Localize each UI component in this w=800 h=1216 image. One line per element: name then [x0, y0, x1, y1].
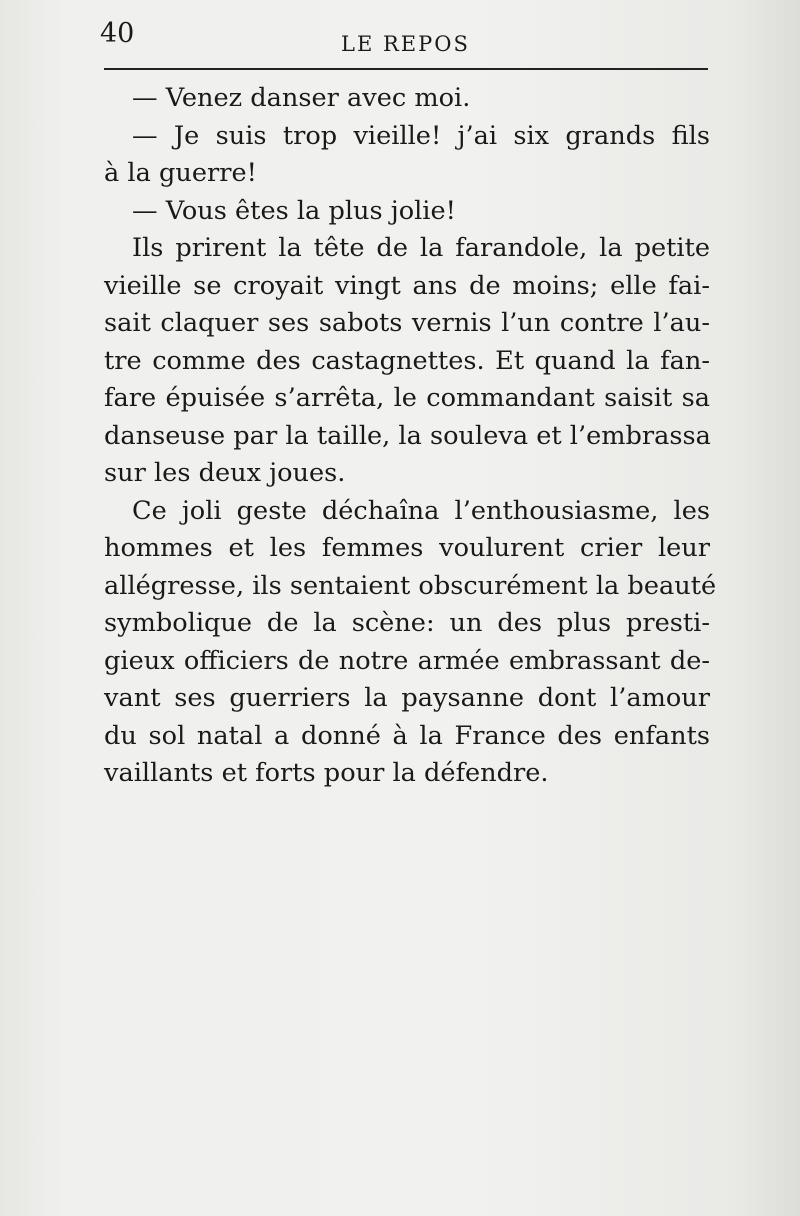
text-line: vant ses guerriers la paysanne dont l’amour — [104, 683, 710, 713]
text-line: vaillants et forts pour la défendre. — [104, 758, 549, 788]
text-line: à la guerre! — [104, 158, 257, 188]
header-rule — [104, 68, 708, 70]
text-line: Ils prirent la tête de la farandole, la petite — [132, 233, 710, 263]
text-line: danseuse par la taille, la souleva et l’embrassa — [104, 420, 711, 451]
text-line: — Je suis trop vieille! j’ai six grands fils — [132, 120, 710, 151]
text-line: du sol natal a donné à la France des enfants — [104, 720, 710, 751]
text-line: tre comme des castagnettes. Et quand la fan- — [104, 345, 710, 376]
text-line: — Venez danser avec moi. — [132, 83, 471, 113]
body-text — [104, 80, 717, 793]
running-head: LE REPOS — [341, 32, 470, 56]
page-number: 40 — [100, 18, 135, 49]
text-line: Ce joli geste déchaîna l’enthousiasme, les — [132, 495, 710, 526]
text-line: symbolique de la scène: un des plus presti- — [104, 608, 710, 638]
text-line: sait claquer ses sabots vernis l’un contre l’au- — [104, 308, 710, 338]
text-line: vieille se croyait vingt ans de moins; elle fai- — [104, 270, 710, 301]
text-line: — Vous êtes la plus jolie! — [132, 195, 456, 226]
page-header — [100, 18, 708, 70]
text-line: allégresse, ils sentaient obscurément la beauté — [104, 570, 717, 601]
text-line: fare épuisée s’arrêta, le commandant saisit sa — [104, 383, 710, 413]
text-line: gieux officiers de notre armée embrassant de- — [104, 645, 710, 676]
text-line: hommes et les femmes voulurent crier leur — [104, 533, 710, 563]
text-line: sur les deux joues. — [104, 458, 346, 488]
